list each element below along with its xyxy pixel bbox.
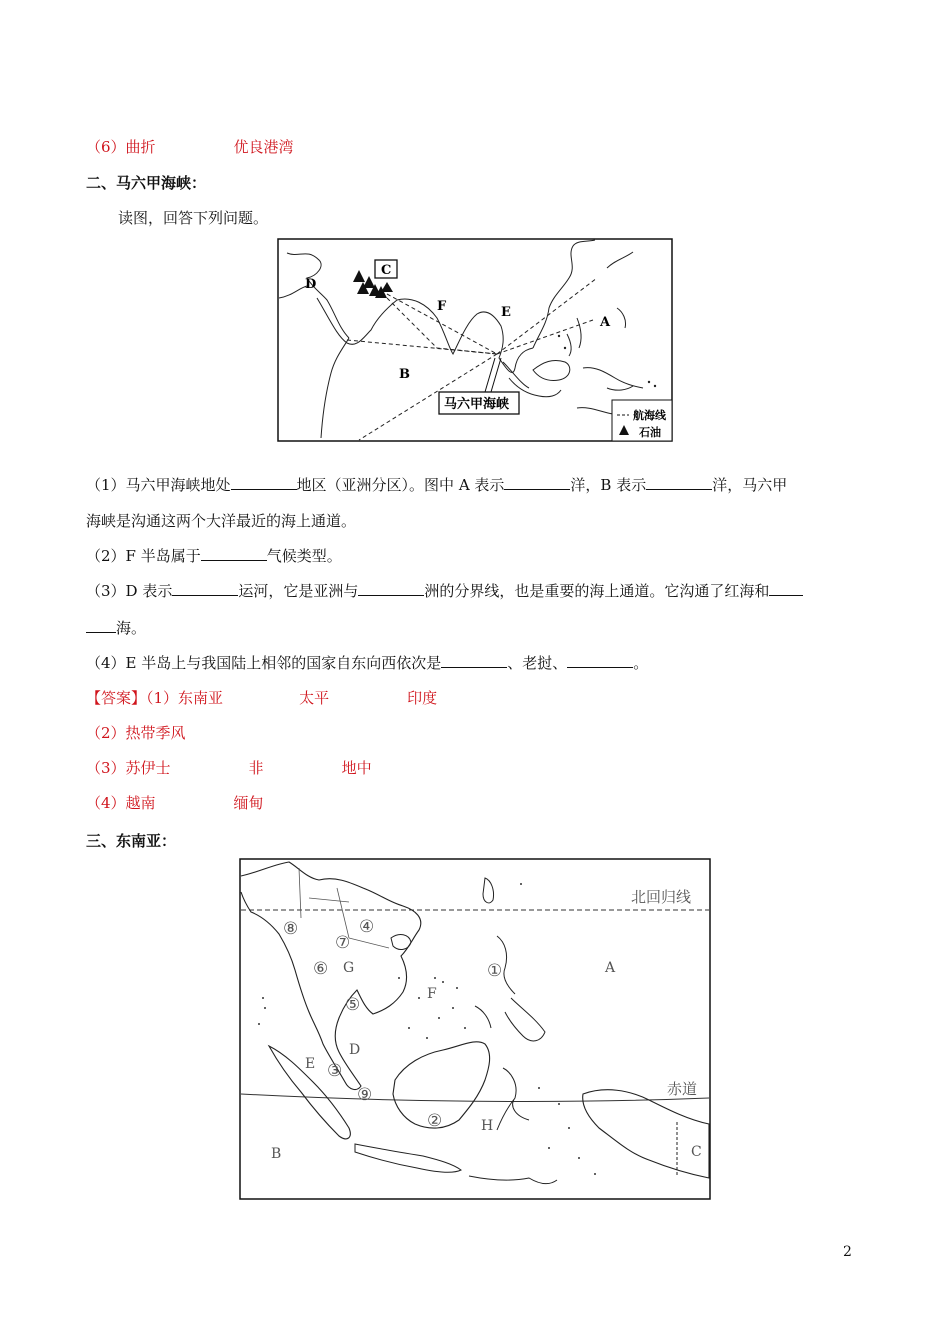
map2-label-d: D <box>349 1042 361 1058</box>
answer-3-part1: （3）苏伊士 <box>86 759 171 777</box>
map1-label-d: D <box>305 277 317 292</box>
answer-3-part3: 地中 <box>341 759 372 777</box>
answer-4-part2: 缅甸 <box>233 794 264 812</box>
question-1 <box>86 474 787 496</box>
question-3 <box>86 580 803 602</box>
answer-3 <box>86 757 372 779</box>
map1-label-b: B <box>399 367 410 382</box>
map2-num-6: ⑥ <box>313 959 329 979</box>
map2-label-h: H <box>481 1118 494 1134</box>
q4-blank-1[interactable] <box>441 652 507 668</box>
map2-label-c: C <box>691 1144 702 1160</box>
map1-callout-strait: 马六甲海峡 <box>444 397 510 412</box>
q3-text-4: 海。 <box>116 619 147 637</box>
map2-label-b: B <box>271 1146 282 1162</box>
answer-1-part1: （1）东南亚 <box>146 689 224 707</box>
page-number: 2 <box>843 1244 852 1260</box>
section-3-heading: 三、东南亚： <box>86 832 177 850</box>
answer-6-part1: （6）曲折 <box>86 138 156 156</box>
answer-3-part2: 非 <box>248 759 264 777</box>
map2-tropic-label: 北回归线 <box>631 888 692 906</box>
q3-blank-3b[interactable] <box>86 617 116 633</box>
answer-1 <box>86 687 437 709</box>
map1-label-f: F <box>437 299 447 314</box>
map2-label-a: A <box>605 960 616 976</box>
answer-1-part2: 太平 <box>299 689 330 707</box>
question-1-line-2: 海峡是沟通这两个大洋最近的海上通道。 <box>86 512 357 530</box>
section-2-instruction: 读图，回答下列问题。 <box>118 209 269 227</box>
q3-text-3: 洲的分界线，也是重要的海上通道。它沟通了红海和 <box>424 582 770 600</box>
q3-text-2: 运河，它是亚洲与 <box>238 582 359 600</box>
q4-blank-2[interactable] <box>567 652 633 668</box>
answer-tag: 【答案】 <box>86 689 147 707</box>
map1-label-e: E <box>501 305 511 320</box>
q2-text-1: （2）F 半岛属于 <box>86 547 201 565</box>
q3-blank-1[interactable] <box>172 580 238 596</box>
map1-legend-oil: 石油 <box>639 426 661 439</box>
map1-label-c: C <box>381 263 392 278</box>
q1-blank-3[interactable] <box>646 474 712 490</box>
map2-num-7: ⑦ <box>335 933 351 953</box>
answer-2: （2）热带季风 <box>86 724 186 742</box>
malacca-strait-map <box>277 238 673 442</box>
answer-4-part1: （4）越南 <box>86 794 156 812</box>
answer-line-6 <box>86 136 294 158</box>
q4-text-3: 。 <box>633 654 649 672</box>
southeast-asia-map <box>239 858 711 1200</box>
map2-num-8: ⑧ <box>283 919 299 939</box>
q3-blank-2[interactable] <box>358 580 424 596</box>
map2-label-e: E <box>305 1056 316 1072</box>
map2-num-2: ② <box>427 1111 443 1131</box>
map1-label-a: A <box>600 315 611 330</box>
answer-1-part3: 印度 <box>407 689 438 707</box>
q3-text-1: （3）D 表示 <box>86 582 173 600</box>
map2-num-3: ③ <box>327 1061 343 1081</box>
map1-legend-route: 航海线 <box>633 409 666 422</box>
map2-label-f: F <box>427 986 437 1002</box>
q1-text-1: （1）马六甲海峡地处 <box>86 476 231 494</box>
q4-text-1: （4）E 半岛上与我国陆上相邻的国家自东向西依次是 <box>86 654 442 672</box>
question-2 <box>86 545 342 567</box>
question-3-line-2 <box>86 617 146 639</box>
section-2-heading: 二、马六甲海峡： <box>86 174 207 192</box>
map2-num-5: ⑤ <box>345 995 361 1015</box>
map2-equator-label: 赤道 <box>667 1080 698 1098</box>
q1-text-2: 地区（亚洲分区）。图中 A 表示 <box>296 476 505 494</box>
q1-blank-2[interactable] <box>504 474 570 490</box>
q2-text-2: 气候类型。 <box>266 547 342 565</box>
q1-text-4: 洋，马六甲 <box>712 476 788 494</box>
map2-num-1: ① <box>487 961 503 981</box>
map2-num-4: ④ <box>359 917 375 937</box>
q4-text-2: 、老挝、 <box>507 654 568 672</box>
q1-text-3: 洋，B 表示 <box>570 476 647 494</box>
answer-4 <box>86 792 264 814</box>
answer-6-part2: 优良港湾 <box>233 138 294 156</box>
map2-num-9: ⑨ <box>357 1085 373 1105</box>
q1-blank-1[interactable] <box>231 474 297 490</box>
map2-label-g: G <box>343 960 355 976</box>
question-4 <box>86 652 648 674</box>
q3-blank-3a[interactable] <box>769 580 803 596</box>
q2-blank-1[interactable] <box>201 545 267 561</box>
